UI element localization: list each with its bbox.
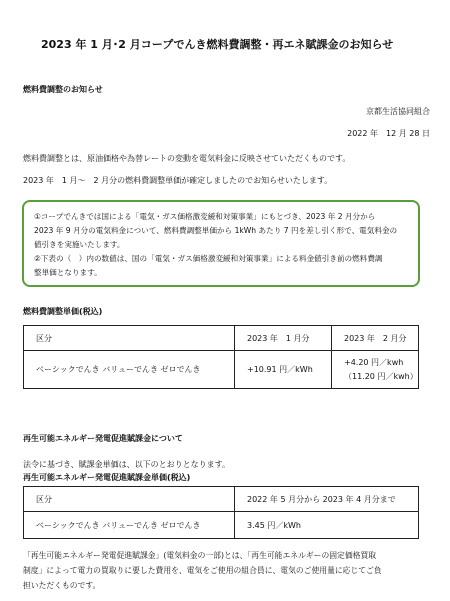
organization-name: 京都生活協同組合 <box>366 107 430 116</box>
renewable-levy-heading: 再生可能エネルギー発電促進賦課金について <box>23 434 183 443</box>
fuel-adjust-heading: 燃料費調整のお知らせ <box>23 85 103 94</box>
document-title: 2023 年 1 月･2 月コープでんき燃料費調整・再エネ賦課金のお知らせ <box>41 38 394 51</box>
issue-date: 2022 年 12 月 28 日 <box>347 129 430 138</box>
levy-explanation <box>23 548 423 593</box>
renewable-levy-table-heading: 再生可能エネルギー発電促進賦課金単価(税込) <box>23 473 191 482</box>
fuel-adjust-table <box>23 325 419 389</box>
fuel-adjust-announcement: 2023 年 1 月～ 2 月分の燃料費調整単価が確定しましたのでお知らせいたします。 <box>23 176 333 185</box>
feb-original-value: （11.20 円／kwh） <box>344 371 418 381</box>
notice-line: ②下表の（ ）内の数値は、国の「電気・ガス価格激変緩和対策事業」による料金値引き前の燃料費調 <box>34 254 383 263</box>
row-category: ベーシックでんき バリューでんき ゼロでんき <box>24 351 235 389</box>
table-row <box>24 351 419 389</box>
header-category: 区分 <box>24 487 235 512</box>
row-category: ベーシックでんき バリューでんき ゼロでんき <box>24 512 235 539</box>
row-levy-value: 3.45 円／kWh <box>235 512 419 539</box>
footer-line: 担いただくものです。 <box>23 581 101 590</box>
table-header-row <box>24 326 419 351</box>
fuel-adjust-description: 燃料費調整とは、原油価格や為替レートの変動を電気料金に反映させていただくものです。 <box>23 154 351 163</box>
table-header-row <box>24 487 419 512</box>
header-feb: 2023 年 2 月分 <box>332 326 419 351</box>
row-feb-value <box>332 351 419 389</box>
notice-line: ①コープでんきでは国による「電気・ガス価格激変緩和対策事業」にもとづき、2023 年 2 月分から <box>34 212 376 221</box>
header-period: 2022 年 5 月分から 2023 年 4 月分まで <box>235 487 419 512</box>
row-jan-value: +10.91 円／kWh <box>235 351 332 389</box>
renewable-levy-table <box>23 486 419 539</box>
discount-notice-box <box>22 200 420 287</box>
feb-discounted-value: +4.20 円／kwh <box>344 357 404 367</box>
header-jan: 2023 年 1 月分 <box>235 326 332 351</box>
fuel-adjust-table-heading: 燃料費調整単価(税込) <box>23 307 103 316</box>
footer-line: 制度」によって電力の買取りに要した費用を、電気をご使用の組合員に、電気のご使用量に応じてご負 <box>23 566 382 575</box>
table-row <box>24 512 419 539</box>
renewable-levy-description: 法令に基づき、賦課金単価は、以下のとおりとなります。 <box>23 460 231 469</box>
footer-line: 「再生可能エネルギー発電促進賦課金」(電気料金の一部)とは、「再生可能エネルギーの固定価格買取 <box>23 551 377 560</box>
notice-line: 値引きを実施いたします。 <box>34 240 125 249</box>
notice-line: 2023 年 9 月分の電気料金について、燃料費調整単価から 1kWh あたり 7 円を差し引く形で、電気料金の <box>34 226 398 235</box>
notice-line: 整単価となります。 <box>34 268 102 277</box>
header-category: 区分 <box>24 326 235 351</box>
